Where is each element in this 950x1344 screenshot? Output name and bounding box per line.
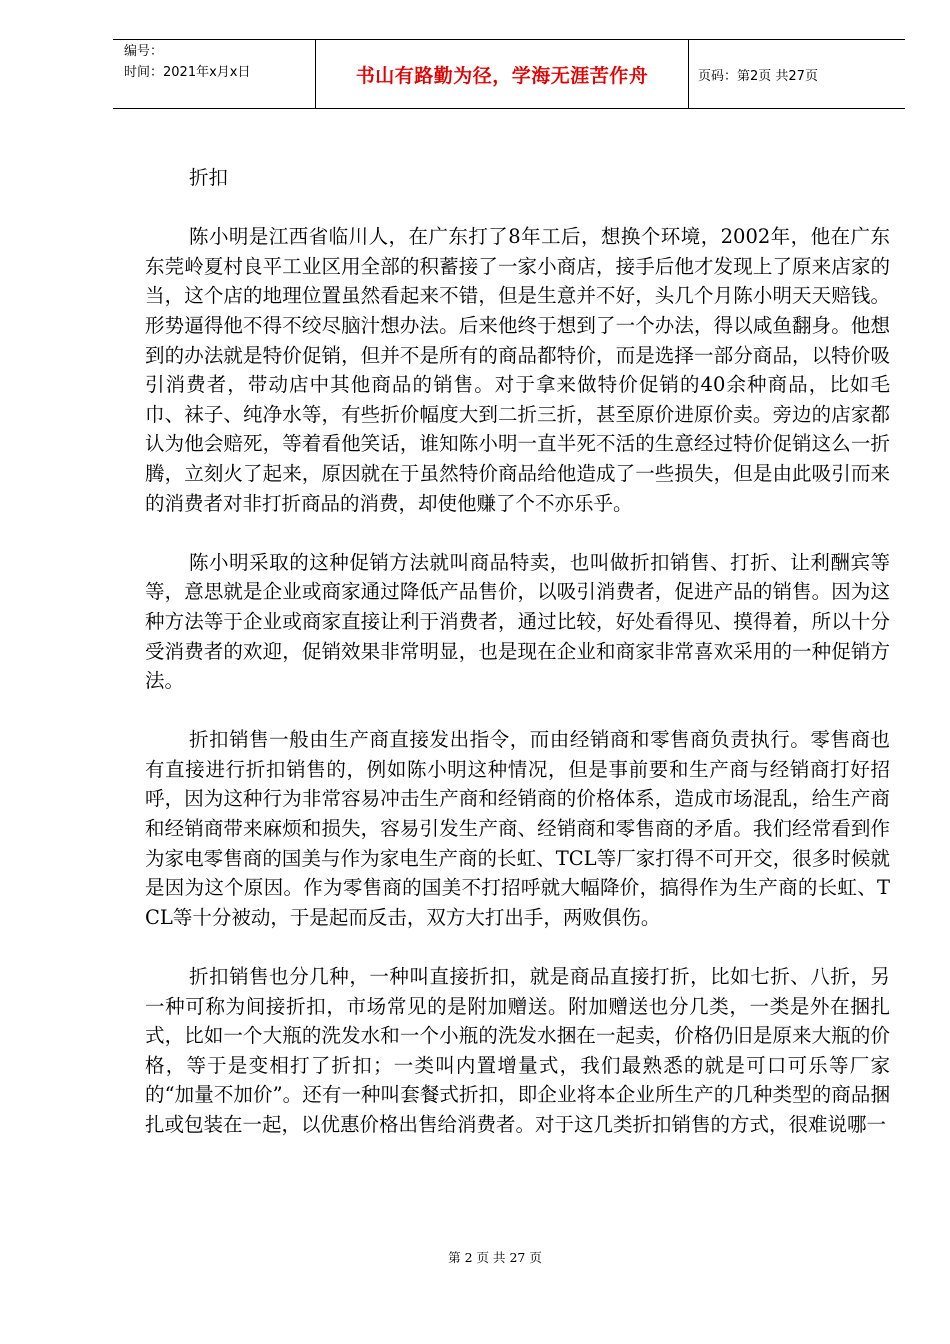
paragraph: 陈小明采取的这种促销方法就叫商品特卖，也叫做折扣销售、打折、让利酬宾等等，意思就是企业或商家通过降低产品售价，以吸引消费者，促进产品的销售。因为这种方法等于企业或商家直接让利于消费者，通过比较，好处看得见、摸得着，所以十分受消费者的欢迎，促销效果非常明显，也是现在企业和商家非常喜欢采用的一种促销方法。 bbox=[145, 550, 890, 693]
paragraph: 折扣销售一般由生产商直接发出指令，而由经销商和零售商负责执行。零售商也有直接进行折扣销售的，例如陈小明这种情况，但是事前要和生产商与经销商打好招呼，因为这种行为非常容易冲击生产商和经销商的价格体系，造成市场混乱，给生产商和经销商带来麻烦和损失，容易引发生产商、经销商和零售商的矛盾。我们经常看到作为家电零售商的国美与作为家电生产商的长虹、TCL等厂家打得不可开交，很多时候就是因为这个原因。作为零售商的国美不打招呼就大幅降价，搞得作为生产商的长虹、TCL等十分被动，于是起而反击，双方大打出手，两败俱伤。 bbox=[145, 728, 890, 929]
document-number: 编号： bbox=[124, 44, 164, 59]
paragraph: 陈小明是江西省临川人，在广东打了8年工后，想换个环境，2002年，他在广东东莞岭夏村良平工业区用全部的积蓄接了一家小商店，接手后他才发现上了原来店家的当，这个店的地理位置虽然看起来不错，但是生意并不好，头几个月陈小明天天赔钱。形势逼得他不得不绞尽脑汁想办法。后来他终于想到了一个办法，得以咸鱼翻身。他想到的办法就是特价促销，但并不是所有的商品都特价，而是选择一部分商品，以特价吸引消费者，带动店中其他商品的销售。对于拿来做特价促销的40余种商品，比如毛巾、袜子、纯净水等，有些折价幅度大到二折三折，甚至原价进原价卖。旁边的店家都认为他会赔死，等着看他笑话，谁知陈小明一直半死不活的生意经过特价促销这么一折腾，立刻火了起来，原因就在于虽然特价商品给他造成了一些损失，但是由此吸引而来的消费者对非打折商品的消费，却使他赚了个不亦乐乎。 bbox=[145, 225, 890, 515]
page-header bbox=[113, 39, 905, 109]
header-page-number: 页码：第2页 共27页 bbox=[698, 68, 818, 84]
document-body bbox=[145, 163, 890, 1169]
header-motto: 书山有路勤为径，学海无涯苦作舟 bbox=[315, 40, 689, 108]
header-meta bbox=[113, 40, 315, 108]
paragraph: 折扣销售也分几种，一种叫直接折扣，就是商品直接打折，比如七折、八折，另一种可称为间接折扣，市场常见的是附加赠送。附加赠送也分几类，一类是外在捆扎式，比如一个大瓶的洗发水和一个小瓶的洗发水捆在一起卖，价格仍旧是原来大瓶的价格，等于是变相打了折扣；一类叫内置增量式，我们最熟悉的就是可口可乐等厂家的“加量不加价”。还有一种叫套餐式折扣，即企业将本企业所生产的几种类型的商品捆扎或包装在一起，以优惠价格出售给消费者。对于这几类折扣销售的方式，很难说哪一 bbox=[145, 965, 890, 1136]
section-title: 折扣 bbox=[189, 166, 229, 189]
document-time: 时间：2021年x月x日 bbox=[124, 65, 251, 80]
page-footer: 第 2 页 共 27 页 bbox=[448, 1250, 542, 1265]
